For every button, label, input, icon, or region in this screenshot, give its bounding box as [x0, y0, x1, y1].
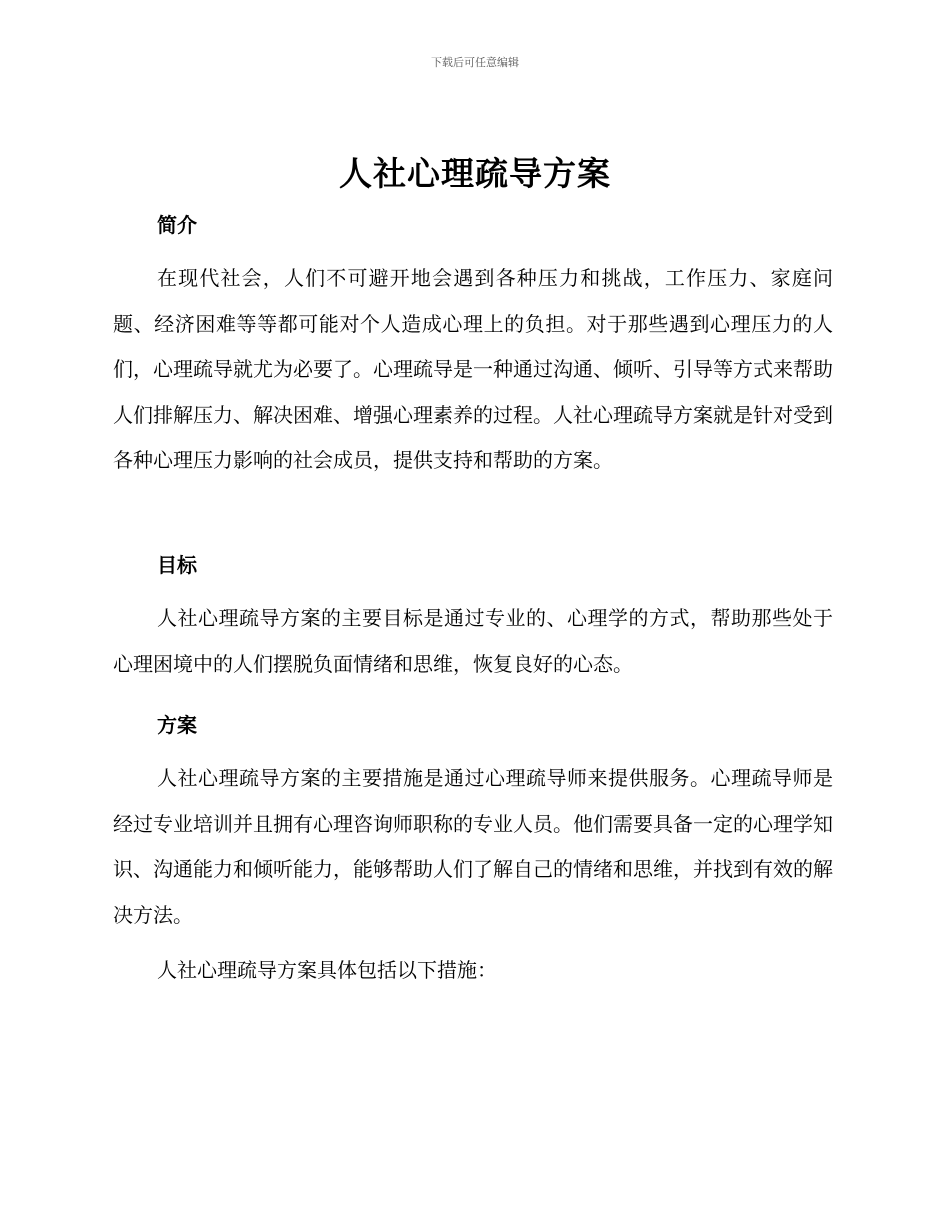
paragraph-plan: 人社心理疏导方案的主要措施是通过心理疏导师来提供服务。心理疏导师是经过专业培训并且拥有心理咨询师职称的专业人员。他们需要具备一定的心理学知识、沟通能力和倾听能力，能够帮助人们了解自己的情绪和思维，并找到有效的解决方法。 — [113, 766, 833, 927]
document-title: 人社心理疏导方案 — [339, 154, 611, 193]
section-heading-intro: 简介 — [157, 213, 197, 237]
paragraph-goal: 人社心理疏导方案的主要目标是通过专业的、心理学的方式，帮助那些处于心理困境中的人们摆脱负面情绪和思维，恢复良好的心态。 — [113, 606, 833, 676]
paragraph-intro: 在现代社会，人们不可避开地会遇到各种压力和挑战，工作压力、家庭问题、经济困难等等都可能对个人造成心理上的负担。对于那些遇到心理压力的人们，心理疏导就尤为必要了。心理疏导是一种通过沟通、倾听、引导等方式来帮助人们排解压力、解决困难、增强心理素养的过程。人社心理疏导方案就是针对受到各种心理压力影响的社会成员，提供支持和帮助的方案。 — [113, 266, 833, 472]
section-heading-goal: 目标 — [157, 553, 197, 577]
paragraph-plan-measures: 人社心理疏导方案具体包括以下措施： — [157, 958, 497, 982]
header-note: 下载后可任意编辑 — [431, 56, 519, 69]
section-heading-plan: 方案 — [157, 713, 197, 737]
